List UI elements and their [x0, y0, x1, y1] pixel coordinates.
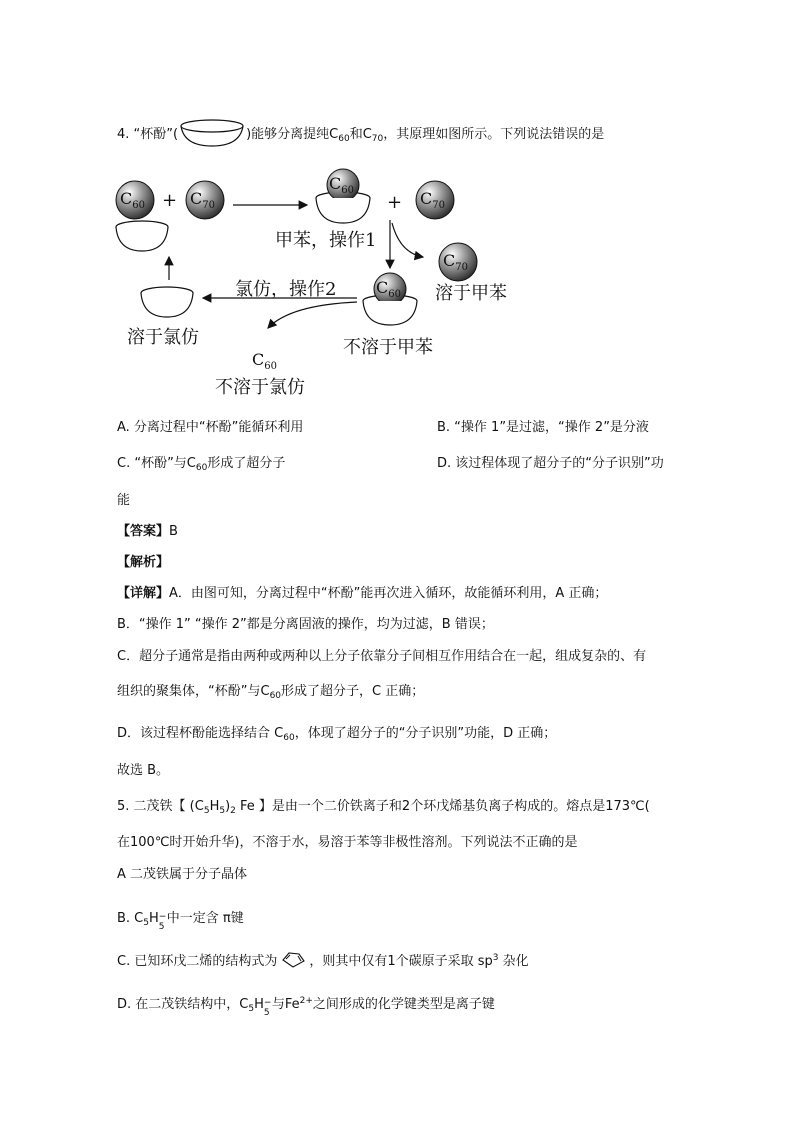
q5-line1-fe: Fe 】是由一个二价铁离子和2个环戊烯基负离子构成的。熔点是173℃(: [235, 799, 650, 814]
separation-diagram: [105, 165, 665, 405]
q4-option-d: D. 该过程体现了超分子的“分子识别”功: [437, 456, 664, 471]
q5-sub-2: 2: [230, 806, 236, 816]
q5-option-d-minus: −: [263, 998, 272, 1008]
detail-c2: [117, 680, 424, 701]
c70-label-dissolved: $C_{70}$: [443, 251, 468, 273]
q5-option-d-pre: D. 在二茂铁结构中，C: [117, 997, 249, 1012]
dissolved-chloroform-label: 溶于氯仿: [127, 327, 199, 348]
q4-option-c: [117, 452, 285, 473]
answer-line: [117, 520, 178, 539]
q5-option-b-pre: B. C: [117, 911, 144, 926]
op2-label: 氯仿，操作2: [235, 279, 337, 300]
q5-option-d-sub-h: 5: [263, 1008, 270, 1018]
q4-stem: [117, 118, 604, 148]
q4-c60-sub: 60: [338, 134, 350, 144]
c60-label-bottom: $C_{60}$: [252, 350, 277, 372]
c70-label-left: $C_{70}$: [190, 189, 215, 211]
q5-option-d: [117, 993, 495, 1018]
q5-line1: [117, 795, 650, 816]
analysis-label: 【解析】: [117, 555, 170, 570]
q5-option-b-sub-h: 5: [158, 922, 165, 932]
q5-option-d-h: H: [254, 997, 264, 1012]
q5-option-b: [117, 907, 244, 932]
q5-option-c-pre: C. 已知环戊二烯的结构式为: [117, 954, 278, 969]
c60-label-top: $C_{60}$: [329, 174, 354, 196]
detail-d-post: ，体现了超分子的“分子识别”功能，D 正确；: [294, 726, 557, 741]
q5-h: H: [209, 799, 220, 814]
q5-option-b-h: H: [149, 911, 159, 926]
plus-right: +: [387, 192, 403, 213]
q4-option-a: A. 分离过程中“杯酚”能循环利用: [117, 420, 304, 435]
arrow-curve-right: [392, 223, 423, 257]
answer-label: 【答案】: [117, 524, 170, 539]
q5-line1-mid: ): [225, 799, 231, 814]
q4-option-c-post: 形成了超分子: [207, 456, 286, 471]
q4-stem-prefix: 4. “杯酚”(: [117, 127, 179, 142]
detail-c2-sub: 60: [269, 691, 282, 701]
detail-a: [117, 582, 607, 601]
q4-option-d-cont: 能: [117, 493, 131, 508]
detail-d-sub: 60: [283, 733, 295, 743]
dissolved-toluene-label: 溶于甲苯: [435, 283, 507, 304]
detail-b: B．“操作 1” “操作 2”都是分离固液的操作，均为过滤，B 错误；: [117, 617, 494, 632]
q5-option-c-sup: 3: [492, 953, 499, 963]
c60-label-middle: $C_{60}$: [376, 278, 401, 300]
q5-line1-pre: 5. 二茂铁【 (C: [117, 799, 204, 814]
cup-left-top: [116, 221, 168, 251]
cup-left-bottom: [141, 287, 193, 317]
detail-a-text: A．由图可知，分离过程中“杯酚”能再次进入循环，故能循环利用，A 正确；: [169, 586, 608, 601]
plus-left: +: [162, 190, 178, 211]
detail-label: 【详解】: [117, 586, 170, 601]
detail-c2-post: 形成了超分子，C 正确；: [281, 684, 425, 699]
c70-label-right: $C_{70}$: [420, 189, 445, 211]
q5-option-a: A 二茂铁属于分子晶体: [117, 867, 248, 882]
q4-and: 和C: [349, 127, 372, 142]
q5-sub-h5: 5: [219, 806, 226, 816]
insoluble-toluene-label: 不溶于甲苯: [343, 337, 433, 358]
q4-c70-sub: 70: [371, 134, 384, 144]
answer-value: B: [169, 524, 178, 539]
detail-c1: C．超分子通常是指由两种或两种以上分子依靠分子间相互作用结合在一起，组成复杂的、有: [117, 649, 647, 664]
q4-stem-suffix: )能够分离提纯C: [246, 127, 339, 142]
q5-option-b-post: 中一定含 π键: [166, 911, 244, 926]
q5-line2: 在100℃时开始升华)，不溶于水，易溶于苯等非极性溶剂。下列说法不正确的是: [117, 835, 578, 850]
conclusion: 故选 B。: [117, 763, 170, 778]
op1-label: 甲苯，操作1: [275, 230, 377, 251]
q4-option-c-sub: 60: [195, 463, 208, 473]
q4-option-c-pre: C. “杯酚”与C: [117, 456, 196, 471]
arrow-curve-down-left: [268, 302, 357, 328]
cyclopentadiene-structure-icon: [279, 951, 307, 969]
q5-option-d-sub-c: 5: [248, 1004, 255, 1014]
q5-option-c-post: ，则其中仅有1个碳原子采取 sp: [309, 954, 493, 969]
q5-option-d-charge: 2+: [299, 996, 313, 1006]
q5-option-b-sub-c: 5: [143, 918, 149, 928]
q5-option-c: [117, 950, 529, 969]
q5-option-d-mid: 与Fe: [271, 997, 300, 1012]
cup-with-c60-top: [316, 169, 370, 223]
c60-label-left: $C_{60}$: [120, 189, 145, 211]
q5-option-d-post: 之间形成的化学键类型是离子键: [312, 997, 495, 1012]
detail-c2-pre: 组织的聚集体，“杯酚”与C: [117, 684, 270, 699]
q5-sub-c5: 5: [203, 806, 210, 816]
q4-stem-end: ，其原理如图所示。下列说法错误的是: [383, 127, 605, 142]
insoluble-chloroform-label: 不溶于氯仿: [215, 377, 305, 398]
q5-option-b-minus: −: [158, 912, 167, 922]
detail-d-pre: D．该过程杯酚能选择结合 C: [117, 726, 284, 741]
detail-d: [117, 722, 556, 743]
q4-option-b: B. “操作 1”是过滤，“操作 2”是分液: [437, 420, 649, 435]
q5-option-c-end: 杂化: [498, 954, 529, 969]
calixarene-cup-icon: [178, 118, 246, 148]
